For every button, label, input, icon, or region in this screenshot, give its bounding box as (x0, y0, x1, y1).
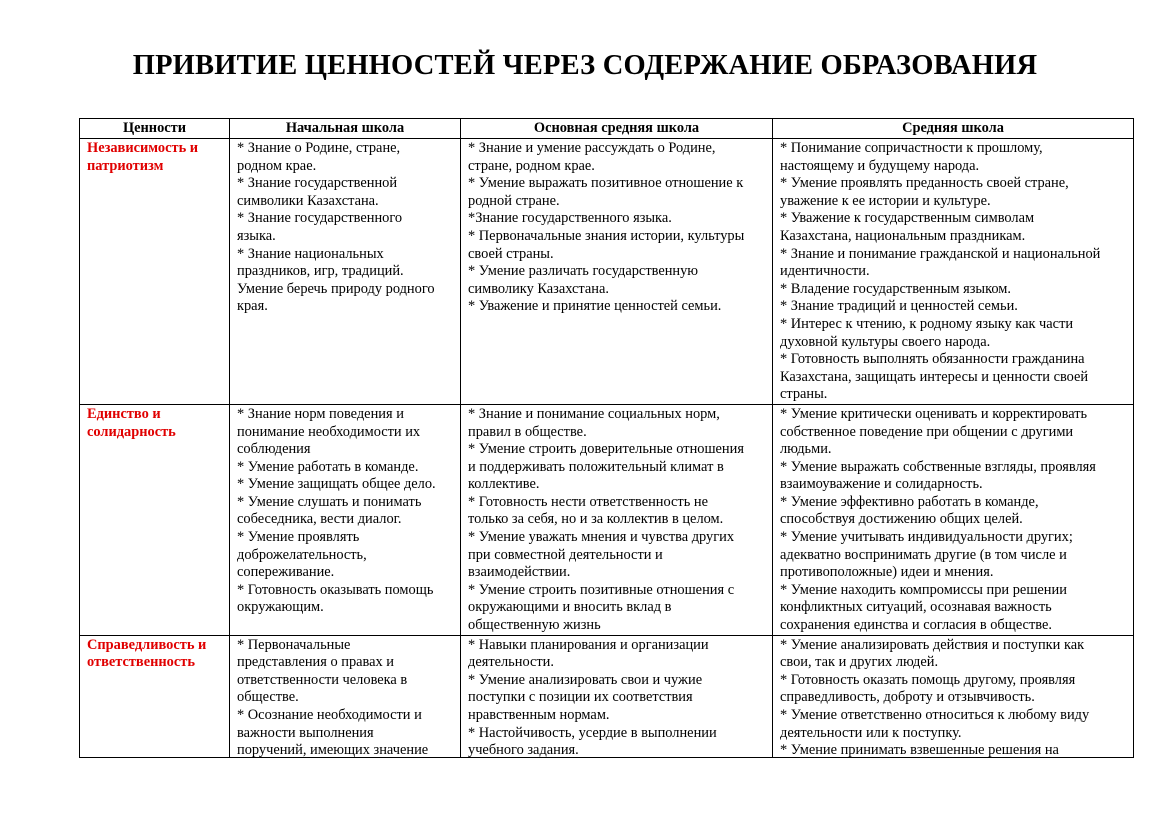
cell-line: сохранения единства и согласия в обществе. (780, 617, 1052, 634)
cell-text (780, 140, 1130, 404)
cell-line: * Уважение к государственным символам (780, 210, 1035, 227)
cell-line: правил в обществе. (468, 423, 587, 440)
cell-line: * Знание и умение рассуждать о Родине, (468, 140, 716, 156)
header-primary-school: Начальная школа (230, 119, 461, 139)
cell-line: собственное поведение при общении с другими (780, 423, 1074, 440)
cell-line: ответственности человека в (237, 671, 408, 688)
cell-line: * Умение строить доверительные отношения (468, 441, 744, 458)
cell-line: Умение беречь природу родного (237, 280, 435, 297)
cell-line: * Умение выражать собственные взгляды, проявляя (780, 458, 1096, 475)
cell-line: * Умение принимать взвешенные решения на (780, 742, 1059, 757)
cell-line: соблюдения (237, 441, 311, 458)
cell-line: Справедливость и (87, 636, 207, 653)
cell-line: духовной культуры своего народа. (780, 333, 991, 350)
cell-line: * Умение ответственно относиться к любому виду (780, 707, 1090, 723)
cell-line: способствуя достижению общих целей. (780, 511, 1023, 528)
cell-text (87, 140, 226, 175)
cell-line: * Первоначальные (237, 636, 351, 653)
cell-text (780, 406, 1130, 635)
cell-line: идентичности. (780, 263, 870, 280)
cell-line: представления о правах и (237, 654, 395, 671)
cell-line: * Знание и понимание гражданской и национальной (780, 245, 1101, 262)
cell-line: * Знание о Родине, стране, (237, 140, 401, 156)
cell-line: при совместной деятельности и (468, 546, 663, 563)
cell-text (87, 637, 226, 757)
cell-text (237, 637, 457, 757)
table-header-row (80, 119, 1134, 139)
cell-line: * Умение находить компромиссы при решении (780, 581, 1067, 598)
cell-line: * Умение выражать позитивное отношение к (468, 175, 744, 192)
cell-line: * Понимание сопричастности к прошлому, (780, 140, 1043, 156)
cell-line: * Знание национальных (237, 245, 384, 262)
cell-line: ответственность (87, 654, 195, 671)
cell-line: * Умение строить позитивные отношения с (468, 581, 735, 598)
cell-text (780, 637, 1130, 757)
cell-line: * Навыки планирования и организации (468, 636, 709, 653)
cell-line: и поддерживать положительный климат в (468, 458, 724, 475)
page-title: ПРИВИТИЕ ЦЕННОСТЕЙ ЧЕРЕЗ СОДЕРЖАНИЕ ОБРАЗОВАНИЯ (132, 50, 1038, 81)
cell-line: * Умение уважать мнения и чувства других (468, 529, 735, 546)
primary-school-cell (230, 139, 461, 405)
cell-line: деятельности или к поступку. (780, 724, 962, 741)
cell-line: окружающими и вносить вклад в (468, 599, 672, 616)
cell-line: своей страны. (468, 245, 554, 262)
cell-line: Независимость и (87, 140, 199, 156)
cell-line: * Готовность выполнять обязанности гражданина (780, 351, 1085, 368)
cell-line: Казахстана, национальным праздникам. (780, 227, 1026, 244)
cell-line: * Готовность нести ответственность не (468, 493, 708, 510)
cell-line: символику Казахстана. (468, 280, 609, 297)
cell-line: * Умение работать в команде. (237, 458, 419, 475)
basic-secondary-school-cell (461, 404, 773, 635)
cell-line: * Знание норм поведения и (237, 405, 404, 422)
cell-line: * Владение государственным языком. (780, 280, 1011, 297)
value-cell (80, 404, 230, 635)
cell-line: настоящему и будущему народа. (780, 157, 980, 174)
cell-line: поступки с позиции их соответствия (468, 689, 693, 706)
cell-text (468, 406, 769, 635)
cell-text (237, 140, 457, 316)
cell-text (87, 406, 226, 441)
values-table (79, 118, 1134, 758)
cell-line: * Уважение и принятие ценностей семьи. (468, 298, 722, 315)
header-basic-secondary-school: Основная средняя школа (461, 119, 773, 139)
cell-line: языка. (237, 227, 276, 244)
secondary-school-cell (773, 139, 1134, 405)
cell-line: * Умение учитывать индивидуальности других; (780, 529, 1073, 546)
cell-line: людьми. (780, 441, 832, 458)
cell-line: обществе. (237, 689, 299, 706)
cell-line: важности выполнения (237, 724, 374, 741)
cell-line: общественную жизнь (468, 617, 601, 634)
cell-line: символики Казахстана. (237, 192, 379, 209)
cell-line: * Настойчивость, усердие в выполнении (468, 724, 717, 741)
cell-line: * Готовность оказать помощь другому, проявляя (780, 671, 1076, 688)
cell-line: * Умение слушать и понимать (237, 493, 422, 510)
cell-line: доброжелательность, (237, 546, 367, 563)
table-row (80, 635, 1134, 757)
basic-secondary-school-cell (461, 139, 773, 405)
cell-line: только за себя, но и за коллектив в целом. (468, 511, 724, 528)
cell-line: * Умение анализировать действия и поступки как (780, 636, 1085, 653)
cell-line: * Умение различать государственную (468, 263, 699, 280)
cell-line: Казахстана, защищать интересы и ценности своей (780, 368, 1089, 385)
cell-line: деятельности. (468, 654, 554, 671)
secondary-school-cell (773, 404, 1134, 635)
cell-line: * Первоначальные знания истории, культуры (468, 227, 745, 244)
cell-line: * Знание традиций и ценностей семьи. (780, 298, 1018, 315)
table-row (80, 404, 1134, 635)
cell-line: коллективе. (468, 476, 540, 493)
cell-line: свои, так и других людей. (780, 654, 939, 671)
cell-line: * Знание и понимание социальных норм, (468, 405, 720, 422)
cell-line: уважение к ее истории и культуре. (780, 192, 991, 209)
cell-line: собеседника, вести диалог. (237, 511, 402, 528)
cell-line: противоположные) идеи и мнения. (780, 564, 994, 581)
cell-line: конфликтных ситуаций, осознавая важность (780, 599, 1052, 616)
cell-line: стране, родном крае. (468, 157, 595, 174)
cell-line: окружающим. (237, 599, 324, 616)
cell-text (237, 406, 457, 617)
secondary-school-cell (773, 635, 1134, 757)
cell-line: учебного задания. (468, 742, 579, 757)
table-row (80, 139, 1134, 405)
cell-line: взаимодействии. (468, 564, 571, 581)
cell-line: взаимоуважение и солидарность. (780, 476, 983, 493)
cell-line: * Умение критически оценивать и корректировать (780, 405, 1088, 422)
value-cell (80, 635, 230, 757)
cell-text (468, 140, 769, 316)
cell-line: сопереживание. (237, 564, 335, 581)
cell-line: понимание необходимости их (237, 423, 421, 440)
cell-line: патриотизм (87, 157, 164, 174)
cell-line: * Умение проявлять преданность своей стране, (780, 175, 1069, 192)
cell-line: * Умение проявлять (237, 529, 360, 546)
cell-line: *Знание государственного языка. (468, 210, 672, 227)
cell-line: * Умение эффективно работать в команде, (780, 493, 1039, 510)
primary-school-cell (230, 404, 461, 635)
cell-line: Единство и (87, 405, 161, 422)
cell-line: родном крае. (237, 157, 317, 174)
primary-school-cell (230, 635, 461, 757)
cell-line: солидарность (87, 423, 176, 440)
cell-line: * Знание государственного (237, 210, 403, 227)
basic-secondary-school-cell (461, 635, 773, 757)
cell-line: * Интерес к чтению, к родному языку как части (780, 315, 1074, 332)
cell-line: * Умение анализировать свои и чужие (468, 671, 703, 688)
header-secondary-school: Средняя школа (773, 119, 1134, 139)
cell-line: нравственным нормам. (468, 707, 610, 723)
cell-line: справедливость, доброту и отзывчивость. (780, 689, 1035, 706)
cell-line: родной стране. (468, 192, 560, 209)
cell-line: страны. (780, 386, 828, 403)
cell-line: поручений, имеющих значение (237, 742, 429, 757)
cell-line: * Готовность оказывать помощь (237, 581, 434, 598)
cell-line: праздников, игр, традиций. (237, 263, 404, 280)
cell-line: * Осознание необходимости и (237, 707, 422, 723)
header-values: Ценности (80, 119, 230, 139)
cell-line: * Знание государственной (237, 175, 398, 192)
cell-line: края. (237, 298, 268, 315)
cell-line: * Умение защищать общее дело. (237, 476, 436, 493)
value-cell (80, 139, 230, 405)
cell-line: адекватно воспринимать другие (в том числе и (780, 546, 1067, 563)
cell-text (468, 637, 769, 757)
